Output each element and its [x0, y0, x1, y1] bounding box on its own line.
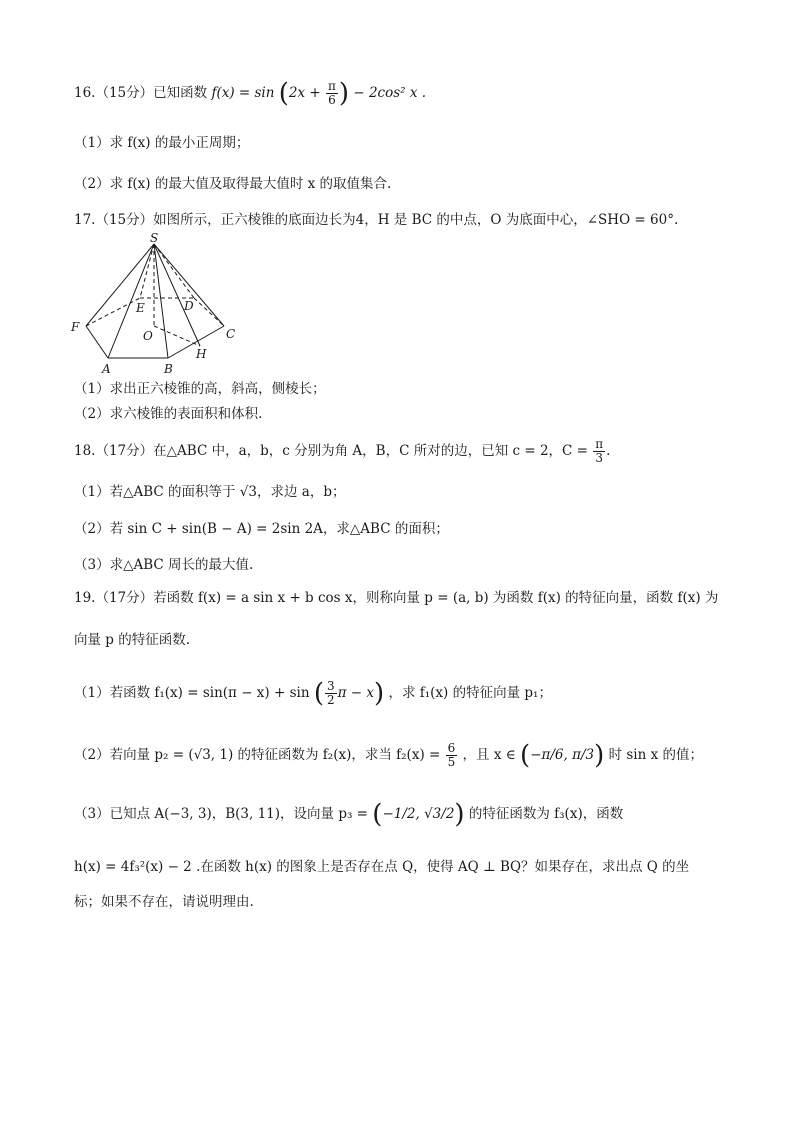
q16-expr-tail: − 2cos² x .	[353, 85, 427, 101]
q19-part3-vector: −1/2, √3/2	[382, 806, 455, 822]
q16-inside: 2x +	[288, 85, 321, 101]
q19-part2-interval: −π/6, π/3	[530, 747, 595, 763]
q16-stem-line: 16.（15分）已知函数 f(x) = sin (2x + $\frac{\pi}{6}$ ) − 2cos² x .	[74, 78, 427, 109]
q19-part2-b: ，且 x ∈	[462, 747, 516, 763]
label-D: D	[184, 299, 194, 313]
q19-part3-line2: h(x) = 4f₃²(x) − 2 .在函数 h(x) 的图象上是否存在点 Q，使得 AQ ⊥ BQ？如果存在，求出点 Q 的坐	[74, 859, 690, 875]
label-C: C	[226, 327, 236, 341]
q16-fraction: $\frac{\pi}{6}$	[328, 79, 336, 107]
q19-part2-line: （2）若向量 p₂ = (√3, 1) 的特征函数为 f₂(x)，求当 f₂(x) = $\frac{6}{5}$ ，且 x ∈ (−π/6, π/3) 时 sin x 的值；	[74, 740, 704, 771]
q19-part3-b: 的特征函数为 f₃(x)，函数	[468, 806, 624, 822]
q16-part1: （1）求 f(x) 的最小正周期；	[74, 135, 250, 151]
q17-stem: 17.（15分）如图所示，正六棱锥的底面边长为4，H 是 BC 的中点，O 为底面中心，∠SHO = 60°.	[74, 212, 679, 228]
q18-part3: （3）求△ABC 周长的最大值.	[74, 557, 254, 573]
label-A: A	[102, 362, 111, 376]
q16-expr-lhs: f(x) = sin	[211, 85, 275, 101]
q19-part3-line3: 标；如果不存在，请说明理由.	[74, 894, 254, 910]
q18-part1: （1）若△ABC 的面积等于 √3，求边 a，b；	[74, 484, 346, 500]
q19-part1-a: （1）若函数 f₁(x) = sin(π − x) + sin	[74, 685, 310, 701]
q19-part2-a: （2）若向量 p₂ = (√3, 1) 的特征函数为 f₂(x)，求当 f₂(x) =	[74, 747, 441, 763]
q19-part2-fraction: $\frac{6}{5}$	[447, 741, 456, 769]
q17-part1: （1）求出正六棱锥的高，斜高，侧棱长；	[74, 381, 326, 397]
label-O: O	[143, 329, 153, 343]
q16-stem: 16.（15分）已知函数	[74, 85, 208, 101]
q19-part1-inside: π − x	[337, 685, 375, 701]
label-B: B	[164, 362, 173, 376]
label-E: E	[136, 301, 145, 315]
q19-part1-b: ，求 f₁(x) 的特征向量 p₁；	[388, 685, 552, 701]
label-F: F	[71, 320, 80, 334]
q19-stem: 19.（17分）若函数 f(x) = a sin x + b cos x，则称向量 p = (a, b) 为函数 f(x) 的特征向量，函数 f(x) 为	[74, 590, 719, 606]
label-H: H	[196, 347, 207, 361]
hexagonal-pyramid-figure	[66, 230, 256, 378]
q17-part2: （2）求六棱锥的表面积和体积.	[74, 406, 263, 422]
q19-part1-fraction: $\frac{3}{2}$	[326, 679, 335, 707]
q19-stem2: 向量 p 的特征函数.	[74, 632, 191, 648]
q19-part2-c: 时 sin x 的值；	[608, 747, 704, 763]
q16-part2: （2）求 f(x) 的最大值及取得最大值时 x 的取值集合.	[74, 176, 392, 192]
q18-part2: （2）若 sin C + sin(B − A) = 2sin 2A，求△ABC 的面积；	[74, 521, 449, 537]
q19-part1-line: （1）若函数 f₁(x) = sin(π − x) + sin ( $\frac{3}{2}$ π − x) ，求 f₁(x) 的特征向量 p₁；	[74, 678, 552, 709]
label-S: S	[150, 231, 159, 245]
q19-part3-a: （3）已知点 A(−3, 3)，B(3, 11)，设向量 p₃ =	[74, 806, 368, 822]
q18-stem-line: 18.（17分）在△ABC 中，a，b，c 分别为角 A，B，C 所对的边，已知 c = 2，C = $\frac{\pi}{3}$ .	[74, 437, 611, 465]
q18-stem: 18.（17分）在△ABC 中，a，b，c 分别为角 A，B，C 所对的边，已知 c = 2，C =	[74, 443, 588, 459]
q19-part3-line: （3）已知点 A(−3, 3)，B(3, 11)，设向量 p₃ = (−1/2, √3/2) 的特征函数为 f₃(x)，函数	[74, 799, 624, 830]
q18-fraction: $\frac{\pi}{3}$	[595, 437, 604, 465]
